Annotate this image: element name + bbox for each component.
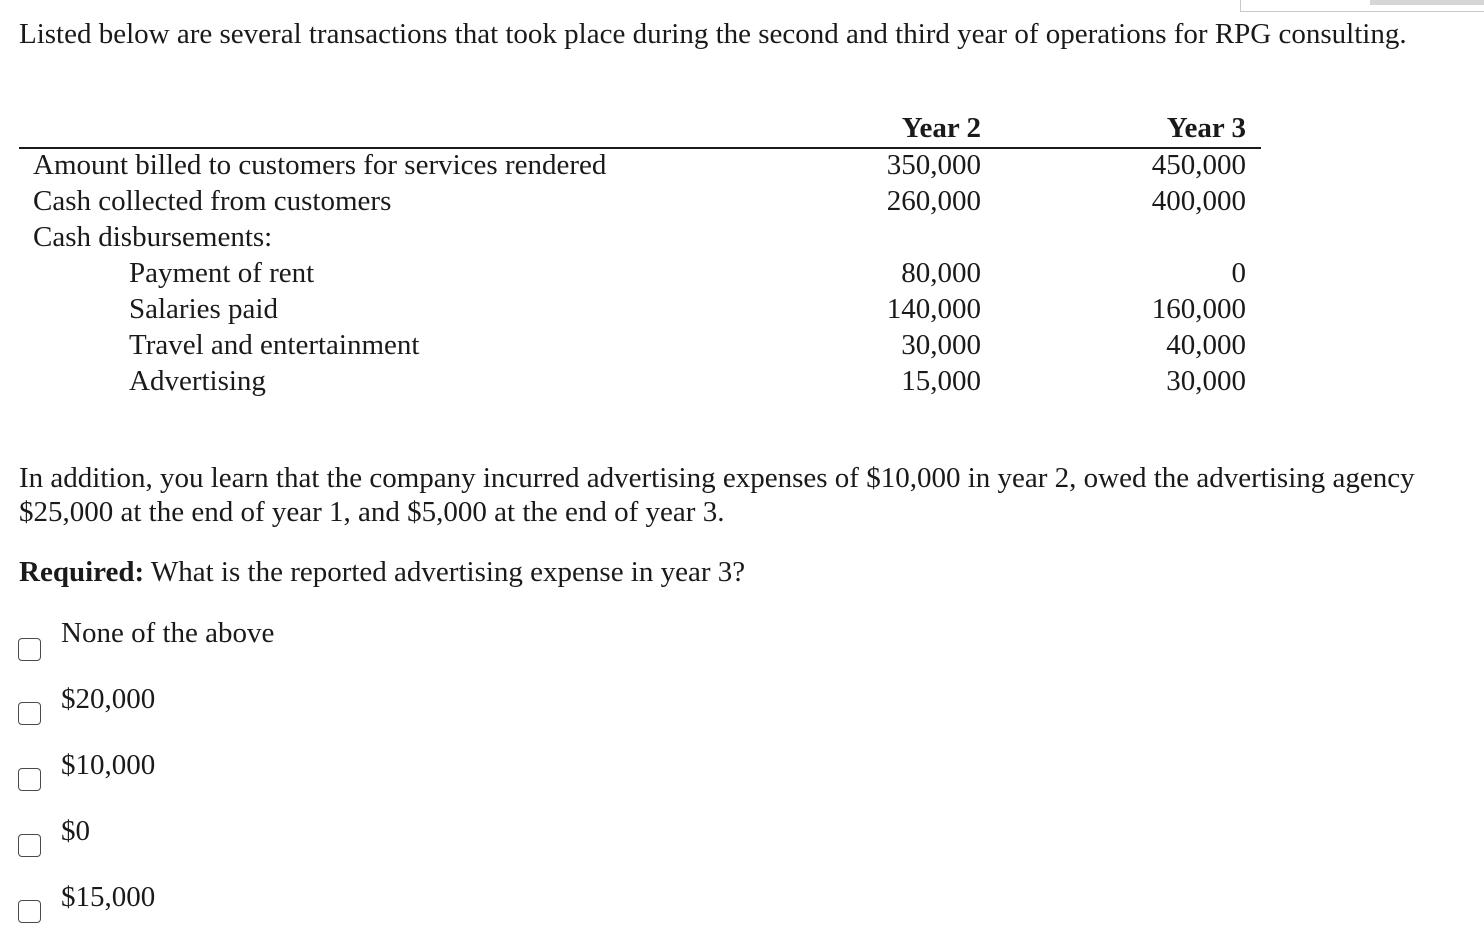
checkbox[interactable] <box>18 768 41 791</box>
year-3-value: 30,000 <box>1166 365 1246 397</box>
answer-option-none[interactable] <box>0 616 600 666</box>
row-label: Advertising <box>129 365 266 397</box>
table-row <box>19 327 1261 363</box>
table-row <box>19 363 1261 399</box>
required-label: Required: <box>19 556 145 588</box>
row-label: Cash collected from customers <box>33 185 392 217</box>
year-3-value: 160,000 <box>1151 293 1246 325</box>
checkbox[interactable] <box>18 834 41 857</box>
table-row <box>19 183 1261 219</box>
year-2-value: 15,000 <box>901 365 981 397</box>
year-2-value: 140,000 <box>886 293 981 325</box>
row-label: Amount billed to customers for services rendered <box>33 149 607 181</box>
table-row <box>19 219 1261 255</box>
top-frame-bar <box>1370 0 1484 5</box>
table-row <box>19 291 1261 327</box>
year-3-value: 450,000 <box>1151 149 1246 181</box>
option-label[interactable]: None of the above <box>61 617 275 649</box>
addition-paragraph: In addition, you learn that the company incurred advertising expenses of $10,000 in year 2, owed the advertising agency $25,000 at the end of year 1, and $5,000 at the end of year 3. <box>19 462 1415 528</box>
answer-option-0[interactable] <box>0 814 600 864</box>
year-3-value: 40,000 <box>1166 329 1246 361</box>
required-prompt <box>19 555 1459 589</box>
year-3-value: 0 <box>1231 257 1246 289</box>
table-row <box>19 255 1261 291</box>
row-label: Cash disbursements: <box>33 221 273 253</box>
checkbox[interactable] <box>18 900 41 923</box>
answer-option-20000[interactable] <box>0 682 600 732</box>
checkbox[interactable] <box>18 638 41 661</box>
year-2-value: 30,000 <box>901 329 981 361</box>
intro-paragraph: Listed below are several transactions that took place during the second and third year of operations for RPG consulting. <box>19 18 1407 50</box>
option-label[interactable]: $20,000 <box>61 683 156 715</box>
option-label[interactable]: $0 <box>61 815 90 847</box>
row-label: Salaries paid <box>129 293 278 325</box>
option-label[interactable]: $15,000 <box>61 881 156 913</box>
answer-option-10000[interactable] <box>0 748 600 798</box>
answer-option-15000[interactable] <box>0 880 600 930</box>
year-3-value: 400,000 <box>1151 185 1246 217</box>
year-2-value: 350,000 <box>886 149 981 181</box>
row-label: Payment of rent <box>129 257 315 289</box>
header-year-2: Year 2 <box>901 112 981 144</box>
row-label: Travel and entertainment <box>129 329 420 361</box>
table-row <box>19 147 1261 183</box>
year-2-value: 80,000 <box>901 257 981 289</box>
checkbox[interactable] <box>18 702 41 725</box>
header-year-3: Year 3 <box>1166 112 1246 144</box>
year-2-value: 260,000 <box>886 185 981 217</box>
required-question: What is the reported advertising expense in year 3? <box>144 556 746 588</box>
option-label[interactable]: $10,000 <box>61 749 156 781</box>
